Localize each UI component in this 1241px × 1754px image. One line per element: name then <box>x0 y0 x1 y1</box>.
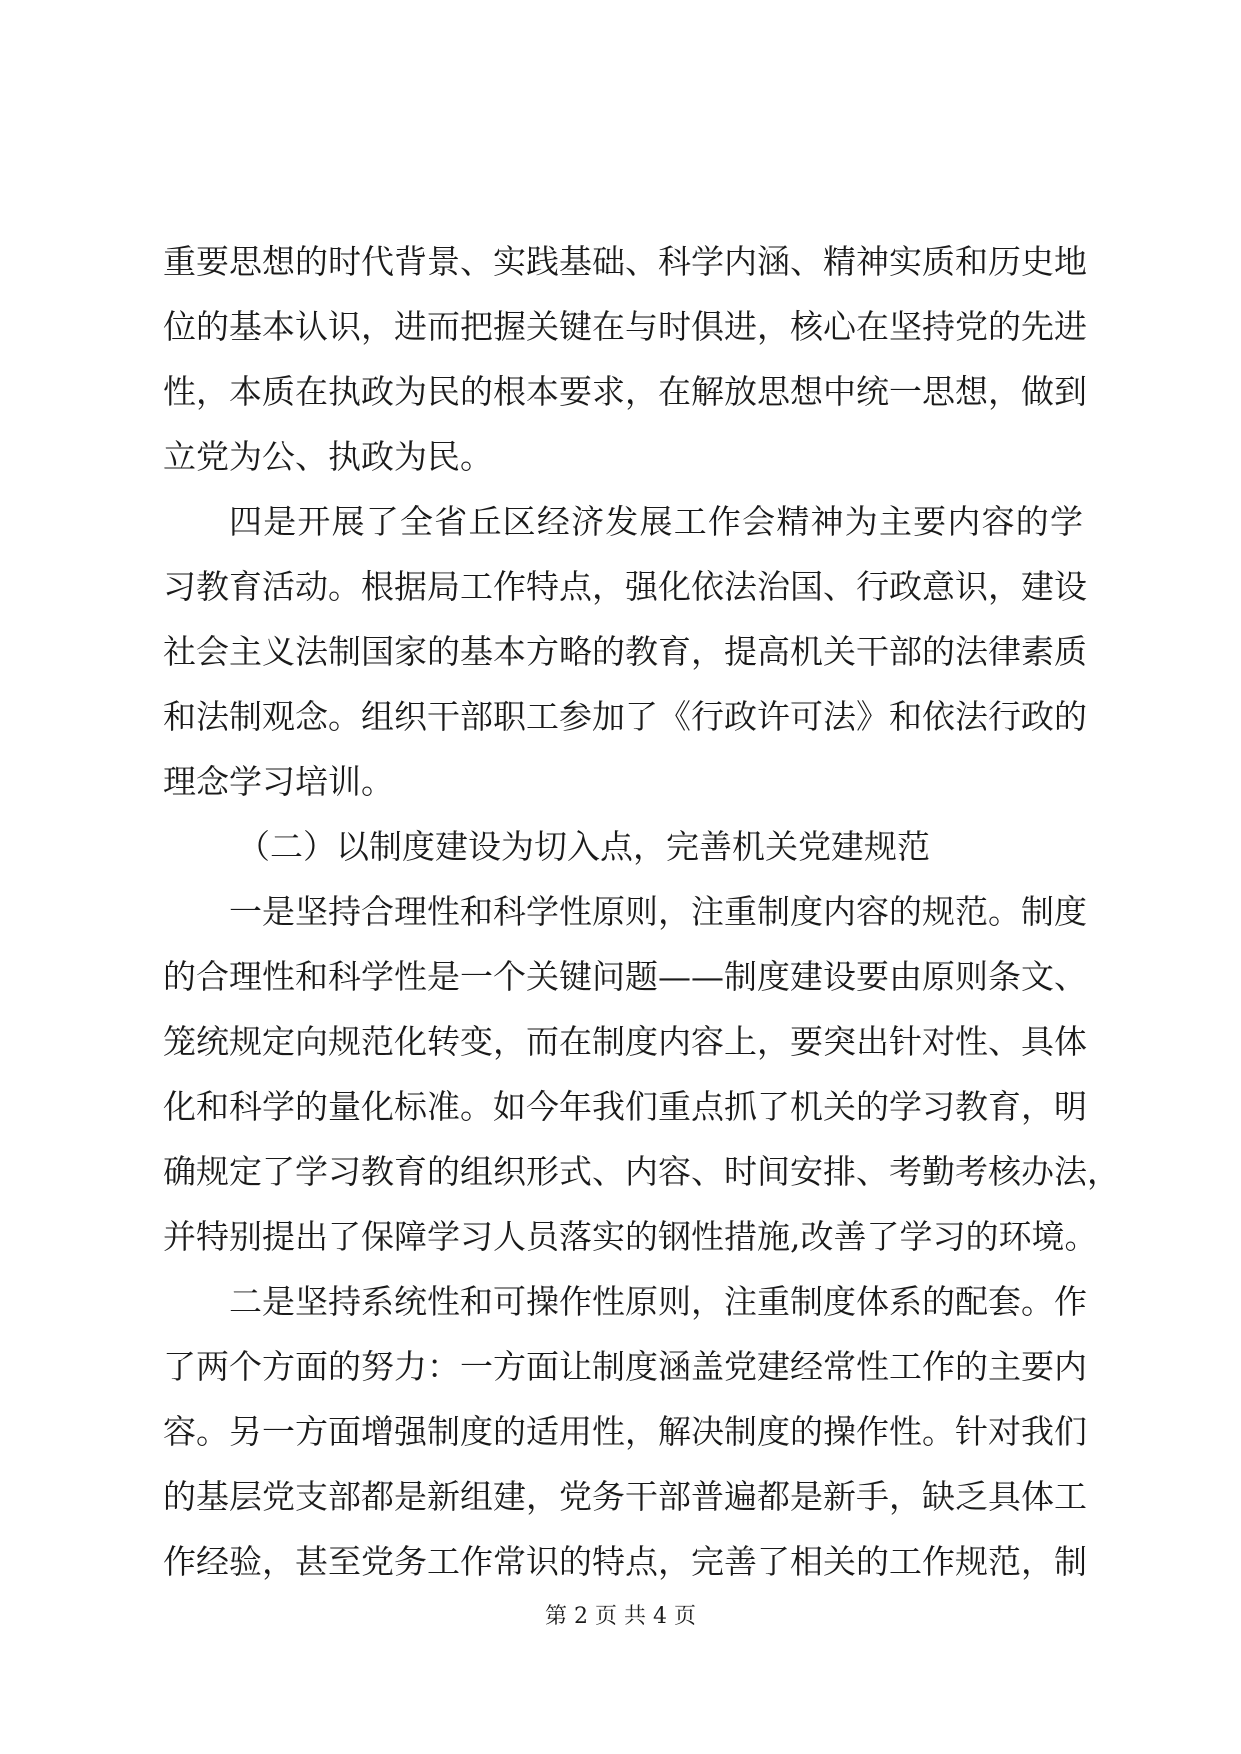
text-line: 一是坚持合理性和科学性原则，注重制度内容的规范。制度 <box>229 892 1087 931</box>
body-text <box>163 229 1120 1594</box>
text-line: 习教育活动。根据局工作特点，强化依法治国、行政意识，建设 <box>163 567 1087 606</box>
text-line: 性，本质在执政为民的根本要求，在解放思想中统一思想，做到 <box>163 372 1087 411</box>
text-line: 理念学习培训。 <box>163 762 394 801</box>
text-line: 的基层党支部都是新组建，党务干部普遍都是新手，缺乏具体工 <box>163 1477 1087 1516</box>
text-line: 化和科学的量化标准。如今年我们重点抓了机关的学习教育，明 <box>163 1087 1087 1126</box>
page-footer <box>0 1602 1241 1632</box>
section-heading <box>163 814 1083 879</box>
text-line: 的合理性和科学性是一个关键问题——制度建设要由原则条文、 <box>163 957 1087 996</box>
text-line: 立党为公、执政为民。 <box>163 437 493 476</box>
text-line: 了两个方面的努力：一方面让制度涵盖党建经常性工作的主要内 <box>163 1347 1087 1386</box>
page-number-label: 第 2 页 共 4 页 <box>545 1604 696 1629</box>
paragraph-one <box>163 879 1120 1269</box>
text-line: 容。另一方面增强制度的适用性，解决制度的操作性。针对我们 <box>163 1412 1087 1451</box>
paragraph-four <box>163 489 1087 814</box>
text-line: 社会主义法制国家的基本方略的教育，提高机关干部的法律素质 <box>163 632 1087 671</box>
text-line: 确规定了学习教育的组织形式、内容、时间安排、考勤考核办法， <box>163 1152 1120 1191</box>
text-line: 并特别提出了保障学习人员落实的钢性措施,改善了学习的环境。 <box>163 1217 1098 1256</box>
text-line: 作经验，甚至党务工作常识的特点，完善了相关的工作规范，制 <box>163 1542 1087 1581</box>
text-line: 笼统规定向规范化转变，而在制度内容上，要突出针对性、具体 <box>163 1022 1087 1061</box>
paragraph-continuation <box>163 229 1087 489</box>
text-line: 二是坚持系统性和可操作性原则，注重制度体系的配套。作 <box>229 1282 1087 1321</box>
paragraph-two <box>163 1269 1087 1594</box>
text-line: 和法制观念。组织干部职工参加了《行政许可法》和依法行政的 <box>163 697 1087 736</box>
text-line: 重要思想的时代背景、实践基础、科学内涵、精神实质和历史地 <box>163 242 1087 281</box>
text-line: 位的基本认识，进而把握关键在与时俱进，核心在坚持党的先进 <box>163 307 1087 346</box>
text-line: 四是开展了全省丘区经济发展工作会精神为主要内容的学 <box>229 502 1083 541</box>
section-heading-text: （二）以制度建设为切入点，完善机关党建规范 <box>237 827 930 866</box>
